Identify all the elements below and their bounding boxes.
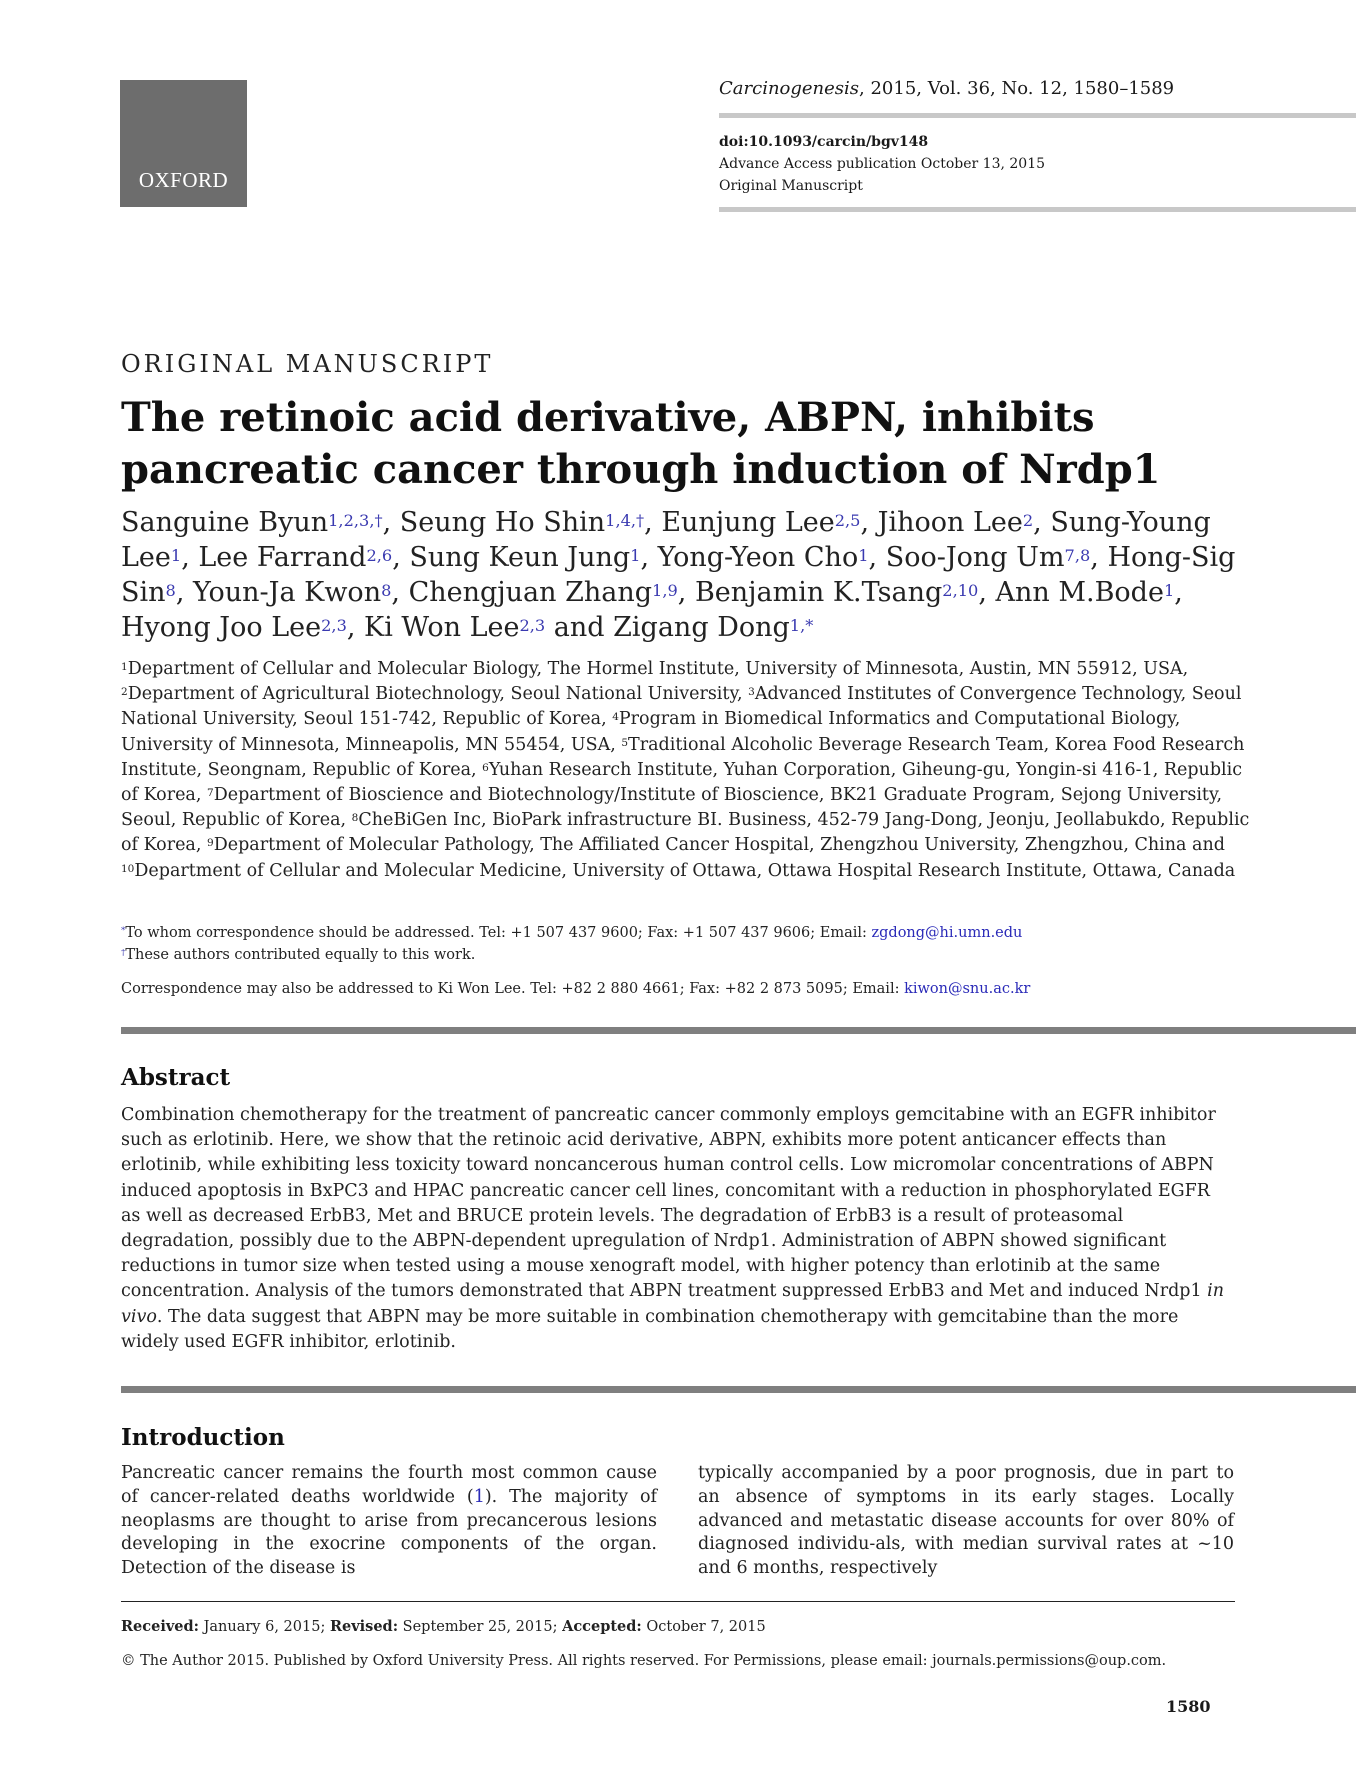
section-divider xyxy=(121,1027,1356,1034)
affiliation-number: 6 xyxy=(482,761,489,774)
author-separator: , xyxy=(181,542,199,573)
received-label: Received: xyxy=(121,1618,199,1635)
affiliation-number: 4 xyxy=(612,711,619,724)
author-affiliation-marker[interactable]: 1 xyxy=(1163,581,1175,600)
author-affiliation-marker[interactable]: 1 xyxy=(858,546,869,565)
author-separator: , xyxy=(1033,507,1051,538)
advance-access: Advance Access publication October 13, 2015 xyxy=(719,156,1046,172)
article-title: The retinoic acid derivative, ABPN, inhibits pancreatic cancer through induction of Nrdp1 xyxy=(121,394,1161,493)
dagger-marker: † xyxy=(121,948,126,958)
revised-date: September 25, 2015; xyxy=(398,1619,563,1635)
equal-contribution-text: These authors contributed equally to this work. xyxy=(125,947,476,963)
oxford-logo: OXFORD xyxy=(120,80,247,207)
header-rule-lower xyxy=(719,207,1356,212)
abstract-heading: Abstract xyxy=(121,1064,231,1091)
author-name: Hyong Joo Lee xyxy=(121,612,322,643)
author-affiliation-marker[interactable]: 2,3 xyxy=(321,616,347,635)
journal-name: Carcinogenesis xyxy=(719,78,860,99)
affiliation-number: 8 xyxy=(351,812,359,825)
affiliation-text: Department of Molecular Pathology, The Affiliated Cancer Hospital, Zhengzhou University, Zhengzhou, China and xyxy=(213,835,1225,856)
affiliation-text: Department of Agricultural Biotechnology, Seoul National University, xyxy=(127,684,749,705)
intro-column-right: typically accompanied by a poor prognosis, due in part to an absence of symptoms in its early stages. Locally advanced and metastatic disease accounts for over 80% of diagnosed individu-als, with median survival rates at ~10 and 6 months, respectively xyxy=(698,1463,1234,1579)
author-separator: , xyxy=(860,507,878,538)
author-name: Seung Ho Shin xyxy=(399,507,606,538)
history-dates xyxy=(121,1618,766,1635)
author-affiliation-marker[interactable]: 1,9 xyxy=(652,581,678,600)
affiliation-text: Traditional Alcoholic Beverage Research Team, Korea Food Research Institute, Seongnam, Republic of Korea, xyxy=(121,734,1245,780)
journal-citation xyxy=(719,78,1174,99)
author-name: Benjamin K.Tsang xyxy=(694,577,943,608)
email-link[interactable]: zgdong@hi.umn.edu xyxy=(871,925,1023,941)
author-separator: , xyxy=(644,507,662,538)
abstract-text: Combination chemotherapy for the treatment of pancreatic cancer commonly employs gemcitabine with an EGFR inhibitor such as erlotinib. Here, we show that the retinoic acid derivative, ABPN, exhibits more potent anticancer effects than erlotinib, while exhibiting less toxicity toward noncancerous human control cells. Low micromolar concentrations of ABPN induced apoptosis in BxPC3 and HPAC pancreatic cancer cell lines, concomitant with a reduction in phosphorylated EGFR as well as decreased ErbB3, Met and BRUCE protein levels. The degradation of ErbB3 is a result of proteasomal degradation, possibly due to the ABPN-dependent upregulation of Nrdp1. Administration of ABPN showed significant reductions in tumor size when tested using a mouse xenograft model, with higher potency than erlotinib at the same concentration. Analysis of the tumors demonstrated that ABPN treatment suppressed ErbB3 and Met and induced Nrdp1 xyxy=(121,1105,1216,1302)
asterisk-marker: * xyxy=(121,926,126,936)
revised-label: Revised: xyxy=(329,1618,399,1635)
abstract-body xyxy=(121,1103,1232,1355)
footer-rule xyxy=(121,1601,1235,1602)
author-name: Chengjuan Zhang xyxy=(408,577,653,608)
author-affiliation-marker[interactable]: 2,6 xyxy=(366,546,393,565)
header-rule xyxy=(719,113,1356,118)
affiliation-number: 2 xyxy=(121,686,128,699)
affiliation-number: 5 xyxy=(621,736,629,749)
author-name: Ki Won Lee xyxy=(364,612,520,643)
author-name: Soo-Jong Um xyxy=(885,542,1065,573)
introduction-heading: Introduction xyxy=(121,1424,285,1451)
section-label: ORIGINAL MANUSCRIPT xyxy=(121,350,494,378)
author-affiliation-marker[interactable]: 2 xyxy=(1022,511,1034,530)
affiliations xyxy=(121,657,1251,884)
author-separator: , xyxy=(175,577,194,608)
intro-column-left xyxy=(121,1462,657,1581)
affiliation-number: 1 xyxy=(121,661,128,673)
copyright-notice: © The Author 2015. Published by Oxford University Press. All rights reserved. For Permissions, please email: journals.permissions@oup.com. xyxy=(121,1653,1167,1669)
author-affiliation-marker[interactable]: 1,4,† xyxy=(605,511,645,530)
received-date: January 6, 2015; xyxy=(198,1619,330,1635)
author-name: Ann M.Bode xyxy=(995,577,1164,608)
journal-volume: , 2015, Vol. 36, No. 12, 1580–1589 xyxy=(859,78,1175,99)
intro-text: Pancreatic cancer remains the fourth most common cause of cancer-related deaths worldwide ( xyxy=(121,1463,657,1507)
correspondence-note xyxy=(121,922,1022,944)
author-affiliation-marker[interactable]: 8 xyxy=(165,581,176,600)
accepted-date: October 7, 2015 xyxy=(641,1619,766,1635)
secondary-correspondence xyxy=(121,978,1030,1000)
reference-link[interactable]: 1 xyxy=(473,1486,485,1507)
affiliation-text: Department of Cellular and Molecular Biology, The Hormel Institute, University of Minnesota, Austin, MN 55912, USA, xyxy=(127,659,1189,679)
author-name: Eunjung Lee xyxy=(661,507,835,538)
abstract-italic: in vivo xyxy=(121,1281,1225,1327)
author-separator: , xyxy=(346,612,365,643)
affiliation-text: Yuhan Research Institute, Yuhan Corporation, Giheung-gu, Yongin-si 416-1, Republic of Korea, xyxy=(121,759,1243,806)
equal-contribution-note xyxy=(121,944,475,966)
author-list xyxy=(121,505,1251,645)
author-affiliation-marker[interactable]: 2,3 xyxy=(519,616,546,635)
author-affiliation-marker[interactable]: 2,10 xyxy=(942,581,979,600)
author-affiliation-marker[interactable]: 2,5 xyxy=(834,511,861,530)
affiliation-text: Department of Cellular and Molecular Medicine, University of Ottawa, Ottawa Hospital Research Institute, Ottawa, Canada xyxy=(134,860,1236,881)
author-separator: , xyxy=(978,577,996,608)
correspondence-text: To whom correspondence should be addressed. Tel: +1 507 437 9600; Fax: +1 507 437 9606; Email: xyxy=(125,925,872,941)
author-separator: , xyxy=(1090,542,1108,573)
author-separator: , xyxy=(677,577,695,608)
abstract-text-end: . The data suggest that ABPN may be more suitable in combination chemotherapy with gemcitabine than the more widely used EGFR inhibitor, erlotinib. xyxy=(121,1306,1179,1352)
author-separator: , xyxy=(391,577,409,608)
author-affiliation-marker[interactable]: 8 xyxy=(381,581,392,600)
email-link-secondary[interactable]: kiwon@snu.ac.kr xyxy=(904,981,1031,997)
article-type: Original Manuscript xyxy=(719,178,863,194)
author-name: Jihoon Lee xyxy=(877,507,1023,538)
affiliation-number: 7 xyxy=(207,787,214,800)
author-name: Sung-Young Lee xyxy=(121,507,1211,573)
author-separator: , xyxy=(382,507,400,538)
accepted-label: Accepted: xyxy=(562,1618,642,1635)
author-separator: , xyxy=(1174,577,1183,608)
author-separator: , xyxy=(640,542,658,573)
affiliation-number: 3 xyxy=(748,686,755,699)
author-name: Zigang Dong xyxy=(613,612,790,643)
author-affiliation-marker[interactable]: 1 xyxy=(630,546,641,565)
author-name: Lee Farrand xyxy=(198,542,367,573)
author-separator: , xyxy=(392,542,410,573)
section-divider-2 xyxy=(121,1386,1356,1393)
doi[interactable]: doi:10.1093/carcin/bgv148 xyxy=(719,134,929,150)
affiliation-text: CheBiGen Inc, BioPark infrastructure BI. Business, 452-79 Jang-Dong, Jeonju, Jeollabukdo, Republic of Korea, xyxy=(121,810,1250,856)
author-name: Hong-Sig Sin xyxy=(121,542,1236,608)
author-name: Yong-Yeon Cho xyxy=(657,542,859,573)
intro-text-cont: ). The majority of neoplasms are thought to arise from precancerous lesions developing in the exocrine components of the organ. Detection of the disease is xyxy=(121,1486,658,1579)
affiliation-text: Department of Bioscience and Biotechnology/Institute of Bioscience, BK21 Graduate Program, Sejong University, Seoul, Republic of Korea, xyxy=(121,785,1223,831)
secondary-correspondence-text: Correspondence may also be addressed to Ki Won Lee. Tel: +82 2 880 4661; Fax: +82 2 873 5095; Email: xyxy=(121,981,905,997)
affiliation-number: 10 xyxy=(121,862,135,875)
author-affiliation-marker[interactable]: 1,* xyxy=(789,616,814,635)
affiliation-text: Program in Biomedical Informatics and Computational Biology, University of Minnesota, Minneapolis, MN 55454, USA, xyxy=(121,709,1181,755)
page-number: 1580 xyxy=(1166,1697,1211,1716)
author-separator: , xyxy=(868,542,886,573)
author-affiliation-marker[interactable]: 1 xyxy=(170,546,182,565)
author-affiliation-marker[interactable]: 1,2,3,† xyxy=(328,511,383,530)
author-separator: and xyxy=(545,612,614,643)
author-affiliation-marker[interactable]: 7,8 xyxy=(1064,546,1091,565)
author-name: Sanguine Byun xyxy=(121,507,329,538)
author-name: Sung Keun Jung xyxy=(409,542,631,573)
affiliation-text: Advanced Institutes of Convergence Technology, Seoul National University, Seoul 151-742, Republic of Korea, xyxy=(121,684,1242,730)
affiliation-number: 9 xyxy=(207,837,214,850)
author-name: Youn-Ja Kwon xyxy=(193,577,382,608)
